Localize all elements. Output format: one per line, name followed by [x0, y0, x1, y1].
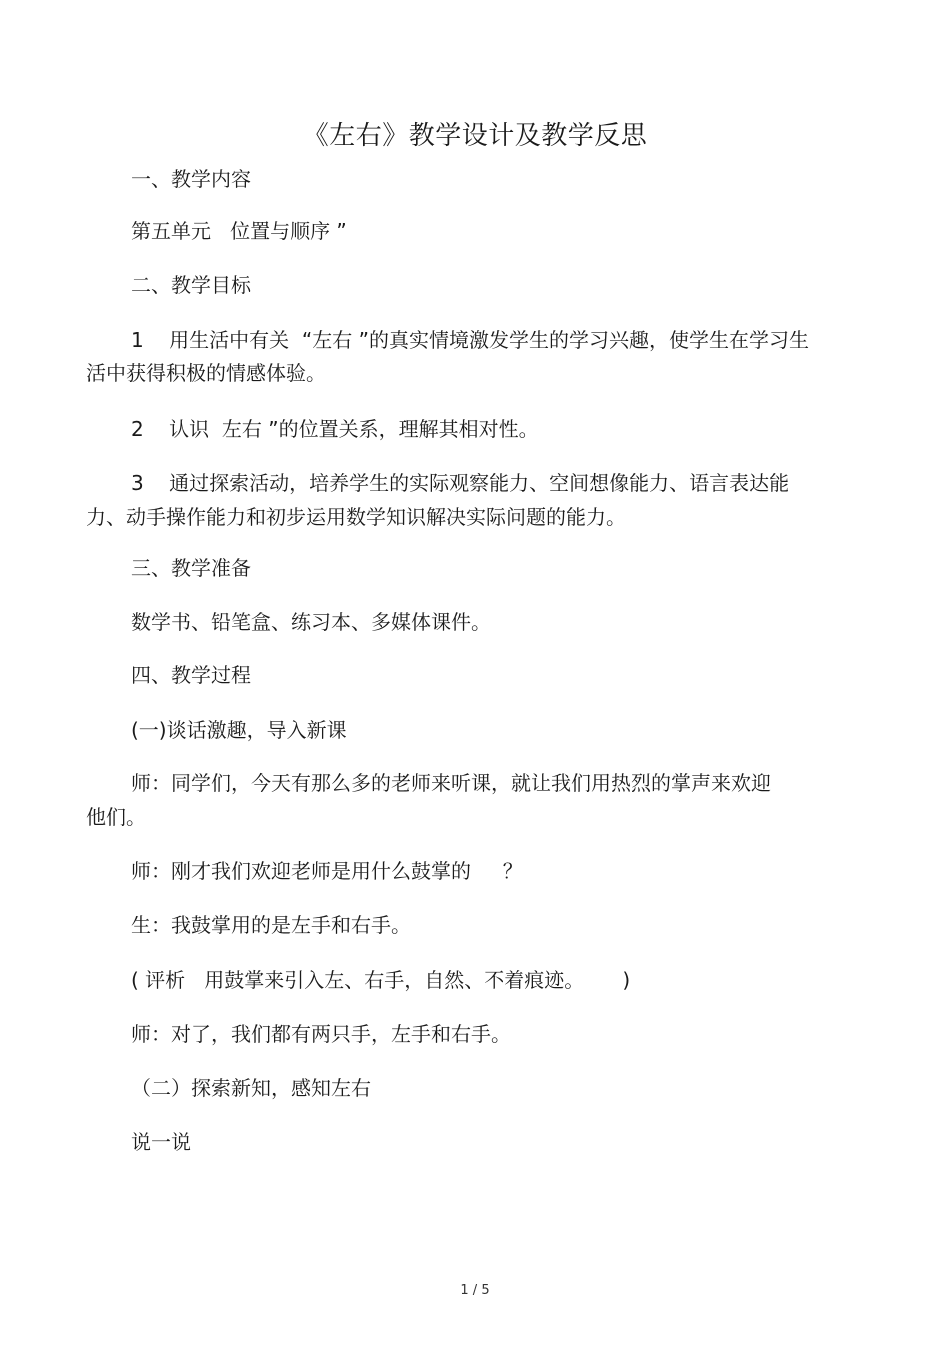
teacher-line-2: 师：刚才我们欢迎老师是用什么鼓掌的 ？ — [131, 859, 523, 883]
commentary-line: ( 评析 用鼓掌来引入左、右手，自然、不着痕迹。 ) — [131, 968, 631, 992]
section-heading-goals: 二、教学目标 — [131, 273, 251, 297]
subsection-heading-explore: （二）探索新知，感知左右 — [131, 1076, 371, 1100]
section-heading-content: 一、教学内容 — [131, 167, 251, 191]
goal-3-line-1: 3 通过探索活动，培养学生的实际观察能力、空间想像能力、语言表达能 — [131, 471, 790, 495]
document-title: 《左右》教学设计及教学反思 — [302, 121, 648, 151]
goal-2-line: 2 认识 左右 ”的位置关系，理解其相对性。 — [131, 417, 539, 441]
preparation-line: 数学书、铅笔盒、练习本、多媒体课件。 — [131, 610, 491, 634]
page-number: 1 / 5 — [460, 1283, 490, 1298]
activity-heading: 说一说 — [131, 1130, 191, 1154]
teacher-line-1b: 他们。 — [86, 805, 146, 829]
teacher-line-3: 师：对了，我们都有两只手，左手和右手。 — [131, 1022, 511, 1046]
section-heading-process: 四、教学过程 — [131, 663, 251, 687]
goal-1-line-1: 1 用生活中有关 “左右 ”的真实情境激发学生的学习兴趣，使学生在学习生 — [131, 328, 809, 352]
section-heading-preparation: 三、教学准备 — [131, 556, 251, 580]
student-line-1: 生：我鼓掌用的是左手和右手。 — [131, 913, 411, 937]
goal-3-line-2: 力、动手操作能力和初步运用数学知识解决实际问题的能力。 — [86, 505, 626, 529]
unit-line: 第五单元 位置与顺序 ” — [131, 219, 347, 243]
goal-1-line-2: 活中获得积极的情感体验。 — [86, 361, 326, 385]
subsection-heading-intro: (一)谈话激趣，导入新课 — [131, 718, 347, 742]
teacher-line-1a: 师：同学们，今天有那么多的老师来听课，就让我们用热烈的掌声来欢迎 — [131, 771, 771, 795]
